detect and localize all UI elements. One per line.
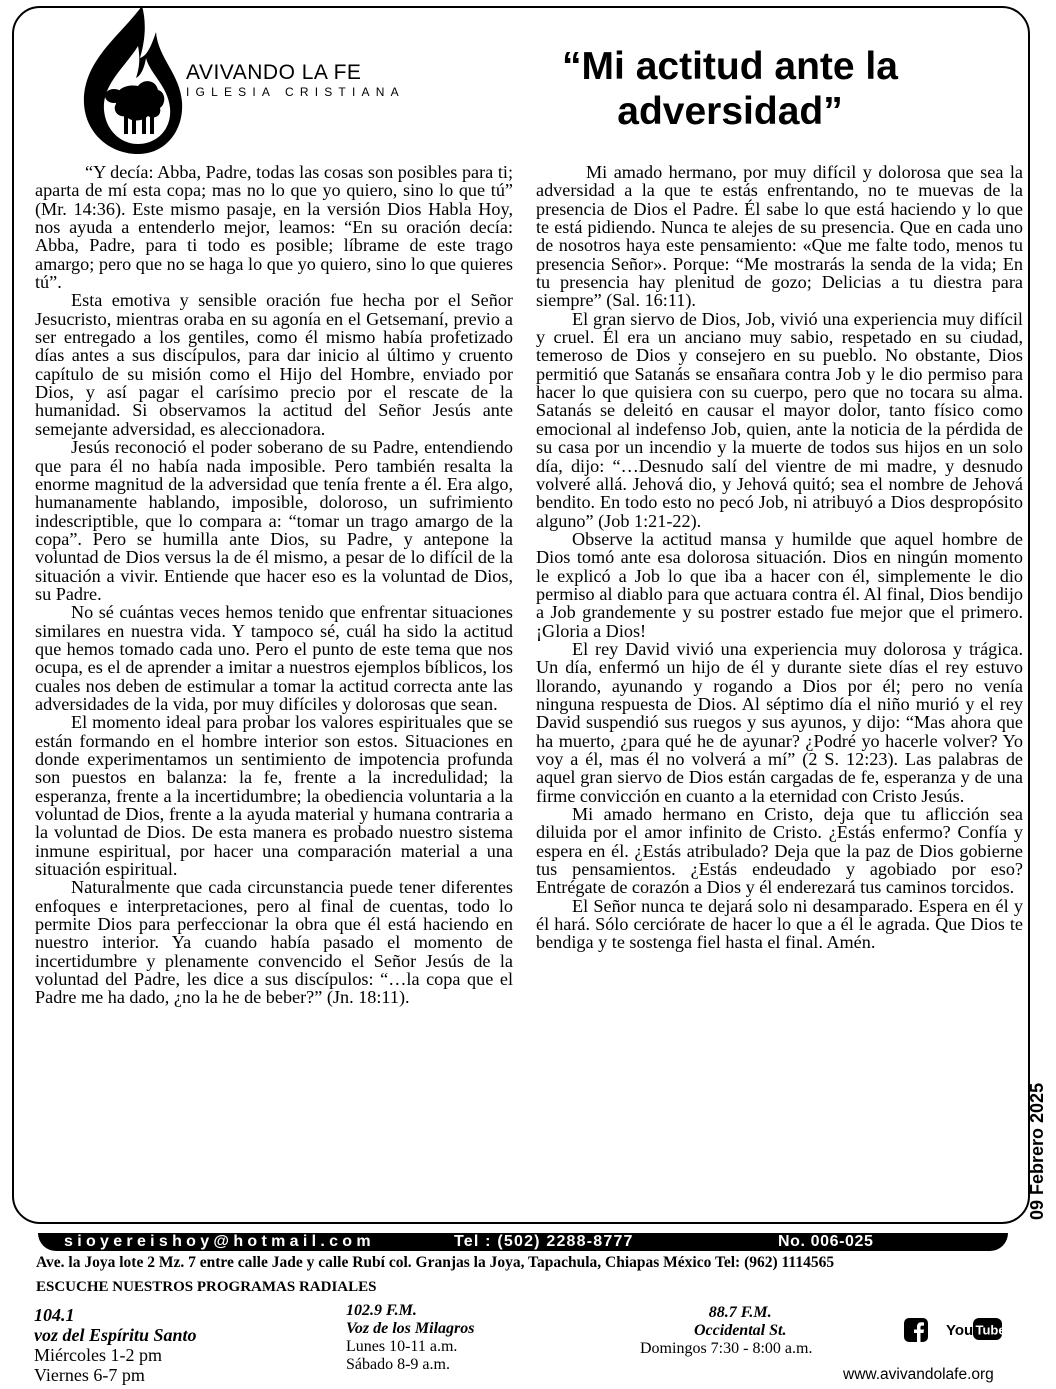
station-frequency: 104.1	[34, 1305, 75, 1325]
svg-text:Tube: Tube	[975, 1322, 1006, 1338]
article-paragraph: “Y decía: Abba, Padre, todas las cosas son posibles para ti; aparta de mí esta copa; mas no lo que yo quiero, sino lo que tú” (Mr. 14:36). Este mismo pasaje, en la versión Dios Habla Hoy, nos ayuda a entenderlo mejor, leamos: “En su oración decía: Abba, Padre, para ti todo es posible; líbrame de este trago amargo; pero que no se haga lo que yo quiero, sino lo que quieres tú”.	[35, 162, 513, 293]
youtube-icon[interactable]	[946, 1317, 1006, 1341]
article-title	[520, 44, 940, 134]
article-title-line2: adversidad”	[617, 90, 843, 133]
radio-heading: ESCUCHE NUESTROS PROGRAMAS RADIALES	[36, 1279, 377, 1295]
article-title-line1: “Mi actitud ante la	[562, 45, 898, 88]
article-paragraph: Jesús reconoció el poder soberano de su Padre, entendiendo que para él no había nada imposible. Pero también resalta la enorme magnitud de la adversidad que tenía frente a él. Era algo, humanamente hablando, imposible, doloroso, un sufrimiento indescriptible, que lo compara a: “tomar un trago amargo de la copa”. Pero se humilla ante Dios, su Padre, y antepone la voluntad de Dios versus la de él mismo, a pesar de lo difícil de la situación a vivir. Entiende que hacer eso es la voluntad de Dios, su Padre.	[35, 437, 513, 604]
contact-bar	[38, 1233, 1008, 1251]
article-paragraph: No sé cuántas veces hemos tenido que enfrentar situaciones similares en nuestra vida. Y tampoco sé, cuál ha sido la actitud que hemos tomado cada uno. Pero el punto de este tema que nos ocupa, es el de aprender a imitar a nuestros ejemplos bíblicos, los cuales nos deben de estimular a tomar la actitud correcta ante las adversidades de la vida, por muy difíciles y dolorosas que sean.	[35, 602, 513, 714]
brand	[186, 62, 405, 100]
article-paragraph: Naturalmente que cada circunstancia puede tener diferentes enfoques e interpretaciones, pero al final de cuentas, todo lo permite Dios para perfeccionar la obra que él está haciendo en nuestro interior. Ya cuando había pasado el momento de incertidumbre y plenamente convencido el Señor Jesús de la voluntad del Padre, les dice a sus discípulos: “…la copa que el Padre me ha dado, ¿no la he de beber?” (Jn. 18:11).	[35, 877, 513, 1008]
station-name: voz del Espíritu Santo	[34, 1325, 197, 1345]
flame-lamb-icon	[80, 6, 184, 154]
article-paragraph: El gran siervo de Dios, Job, vivió una experiencia muy difícil y cruel. Él era un anciano muy sabio, respetado en su ciudad, temeroso de Dios y consejero en su pueblo. No obstante, Dios permitió que Satanás se ensañara contra Job y le dio permiso para hacer lo que quisiera con su cuerpo, pero que no tocara su alma. Satanás se deleitó en causar el mayor dolor, tanto físico como emocional al indefenso Job, quien, ante la noticia de la pérdida de su casa por un incendio y la muerte de todos sus hijos en un solo día, dijo: “…Desnudo salí del vientre de mi madre, y desnudo volveré allá. Jehová dio, y Jehová quitó; sea el nombre de Jehová bendito. En todo esto no pecó Job, ni atribuyó a Dios despropósito alguno” (Job 1:21-22).	[536, 308, 1023, 531]
article-column-right	[536, 163, 1023, 952]
station-name: Voz de los Milagros	[346, 1320, 475, 1337]
facebook-icon[interactable]	[904, 1318, 928, 1342]
radio-station	[346, 1302, 474, 1374]
article-paragraph: El Señor nunca te dejará solo ni desamparado. Espera en él y él hará. Sólo cerciórate de hacer lo que a él le agrada. Que Dios te bendiga y te sostenga fiel hasta el final. Amén.	[536, 895, 1023, 953]
contact-email[interactable]: sioyereishoy@hotmail.com	[64, 1233, 375, 1250]
article-column-left	[35, 163, 513, 1007]
brand-name: AVIVANDO LA FE	[186, 61, 362, 84]
article-paragraph: Mi amado hermano, por muy difícil y dolorosa que sea la adversidad a la que te estás enfrentando, no te muevas de la presencia de Dios el Padre. Él sabe lo que está haciendo y lo que te está pidiendo. Nunca te alejes de su presencia. Que en cada uno de nosotros haya este pensamiento: «Que me falte todo, menos tu presencia Señor». Porque: “Me mostrarás la senda de la vida; En tu presencia hay plenitud de gozo; Delicias a tu diestra para siempre” (Sal. 16:11).	[536, 162, 1023, 311]
svg-text:You: You	[946, 1322, 974, 1339]
article-paragraph: Mi amado hermano en Cristo, deja que tu aflicción sea diluida por el amor infinito de Cristo. ¿Estás enfermo? Confía y espera en él. ¿Estás atribulado? Deja que la paz de Dios gobierne tus pensamientos. ¿Estás endeudado y agobiado por eso? Entrégate de corazón a Dios y él enderezará tus caminos torcidos.	[536, 804, 1023, 898]
issue-date: 09 Febrero 2025	[1027, 1082, 1047, 1220]
article-paragraph: Observe la actitud mansa y humilde que aquel hombre de Dios tomó ante esa dolorosa situación. Dios en ningún momento le explicó a Job lo que iba a hacer con él, simplemente le dio permiso al diablo para que actuara contra él. Al final, Dios bendijo a Job grandemente y su postrer estado fue mejor que el primero. ¡Gloria a Dios!	[536, 528, 1023, 641]
website-link[interactable]: www.avivandolafe.org	[843, 1366, 994, 1383]
station-schedule: Sábado 8-9 a.m.	[346, 1356, 450, 1373]
issue-number: No. 006-025	[778, 1233, 874, 1250]
address: Ave. la Joya lote 2 Mz. 7 entre calle Jade y calle Rubí col. Granjas la Joya, Tapachula, Chiapas México Tel: (962) 1114565	[36, 1254, 835, 1271]
radio-station	[640, 1304, 813, 1358]
station-schedule: Lunes 10-11 a.m.	[346, 1338, 458, 1355]
station-frequency: 88.7 F.M.	[708, 1304, 772, 1321]
article-paragraph: El rey David vivió una experiencia muy dolorosa y trágica. Un día, enfermó un hijo de él y durante siete días el rey estuvo llorando, ayunando y rogando a Dios por él; pero no venía ninguna respuesta de Dios. Al séptimo día el niño murió y el rey David suspendió sus ruegos y sus ayunos, y dijo: “Mas ahora que ha muerto, ¿para qué he de ayunar? ¿Podré yo hacerle volver? Yo voy a él, mas él no volverá a mí” (2 S. 12:23). Las palabras de aquel gran siervo de Dios están cargadas de fe, esperanza y de una firme convicción en cuanto a la eternidad con Cristo Jesús.	[536, 638, 1023, 806]
station-schedule: Viernes 6-7 pm	[34, 1365, 145, 1385]
station-name: Occidental St.	[694, 1322, 787, 1339]
radio-station	[34, 1305, 197, 1385]
contact-phone: Tel : (502) 2288-8777	[454, 1233, 634, 1250]
station-schedule: Miércoles 1-2 pm	[34, 1345, 162, 1365]
article-paragraph: El momento ideal para probar los valores espirituales que se están formando en el hombre interior son estos. Situaciones en donde experimentamos un sentimiento de impotencia profunda son puestos en balanza: la fe, frente a la incredulidad; la esperanza, frente a la incertidumbre; la obediencia voluntaria a la voluntad de Dios, frente a la ayuda material y humana contraria a la voluntad de Dios. De esta manera es probado nuestro sistema inmune espiritual, por hacer una comparación material a una situación espiritual.	[35, 712, 513, 880]
article-paragraph: Esta emotiva y sensible oración fue hecha por el Señor Jesucristo, mientras oraba en su agonía en el Getsemaní, previo a ser entregado a los gentiles, como él mismo había profetizado días antes a sus discípulos, para dar inicio al último y cruento capítulo de su misión como el Hijo del Hombre, enviado por Dios, y así pagar el carísimo precio por el rescate de la humanidad. Si observamos la actitud del Señor Jesús ante semejante adversidad, es aleccionadora.	[35, 290, 513, 439]
station-schedule: Domingos 7:30 - 8:00 a.m.	[640, 1340, 813, 1357]
brand-subtitle: IGLESIA CRISTIANA	[186, 85, 405, 99]
station-frequency: 102.9 F.M.	[346, 1302, 417, 1319]
